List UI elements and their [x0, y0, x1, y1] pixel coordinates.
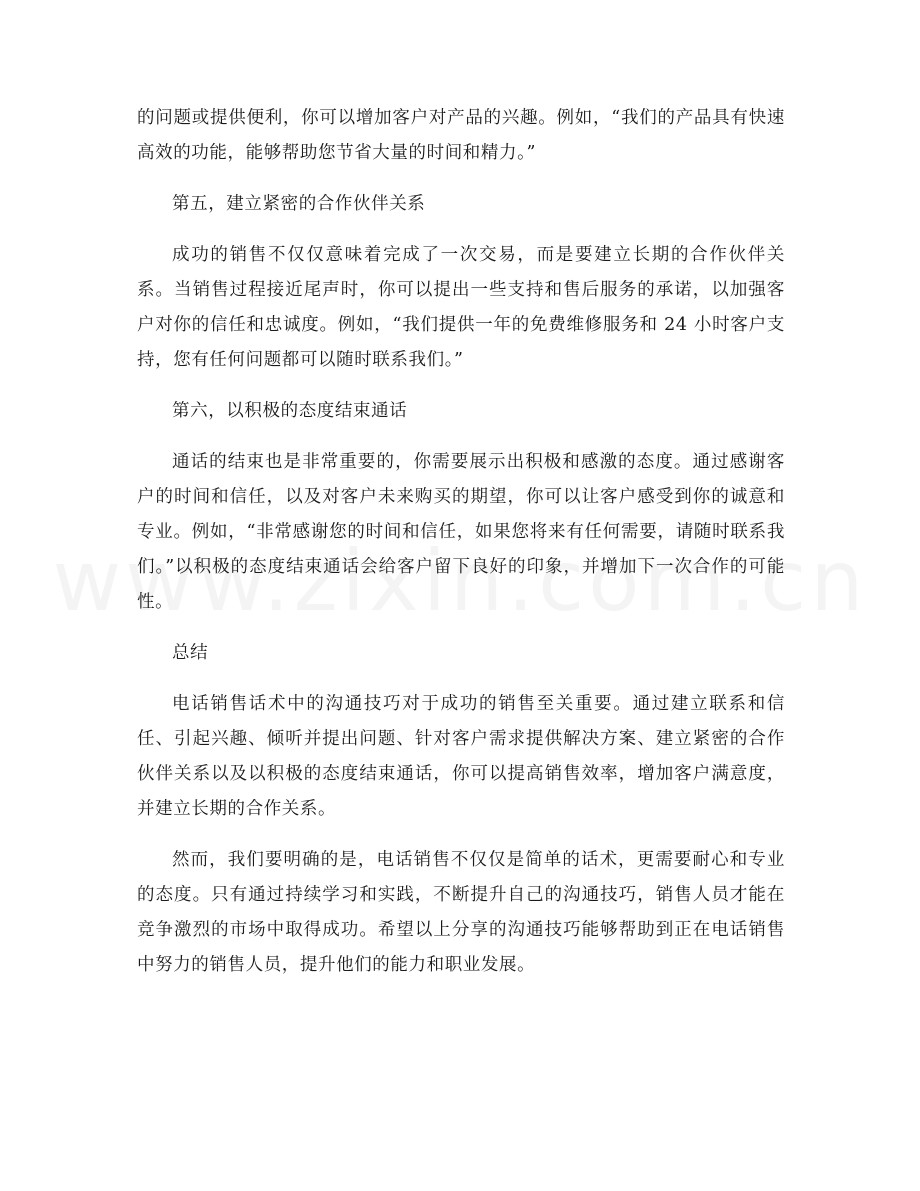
section-heading-summary: 总结: [172, 643, 209, 663]
paragraph-section-6: 通话的结束也是非常重要的，你需要展示出积极和感激的态度。通过感谢客户的时间和信任，以及对客户未来购买的期望，你可以让客户感受到你的诚意和专业。例如，“非常感谢您的时间和信任，如果您将来有任何需要，请随时联系我们。”以积极的态度结束通话会给客户留下良好的印象，并增加下一次合作的可能性。: [137, 452, 785, 612]
section-heading-6: 第六，以积极的态度结束通话: [172, 401, 408, 421]
paragraph-section-5: 成功的销售不仅仅意味着完成了一次交易，而是要建立长期的合作伙伴关系。当销售过程接近尾声时，你可以提出一些支持和售后服务的承诺，以加强客户对你的信任和忠诚度。例如，“我们提供一年的免费维修服务和 24 小时客户支持，您有任何问题都可以随时联系我们。”: [137, 245, 785, 370]
section-heading-5: 第五，建立紧密的合作伙伴关系: [172, 194, 426, 214]
paragraph-final: 然而，我们要明确的是，电话销售不仅仅是简单的话术，更需要耐心和专业的态度。只有通过持续学习和实践，不断提升自己的沟通技巧，销售人员才能在竞争激烈的市场中取得成功。希望以上分享的沟通技巧能够帮助到正在电话销售中努力的销售人员，提升他们的能力和职业发展。: [137, 850, 785, 975]
paragraph-summary: 电话销售话术中的沟通技巧对于成功的销售至关重要。通过建立联系和信任、引起兴趣、倾听并提出问题、针对客户需求提供解决方案、建立紧密的合作伙伴关系以及以积极的态度结束通话，你可以提高销售效率，增加客户满意度，并建立长期的合作关系。: [137, 694, 785, 819]
document-page: [137, 101, 785, 999]
paragraph-continuation: 的问题或提供便利，你可以增加客户对产品的兴趣。例如，“我们的产品具有快速高效的功能，能够帮助您节省大量的时间和精力。”: [137, 108, 785, 163]
